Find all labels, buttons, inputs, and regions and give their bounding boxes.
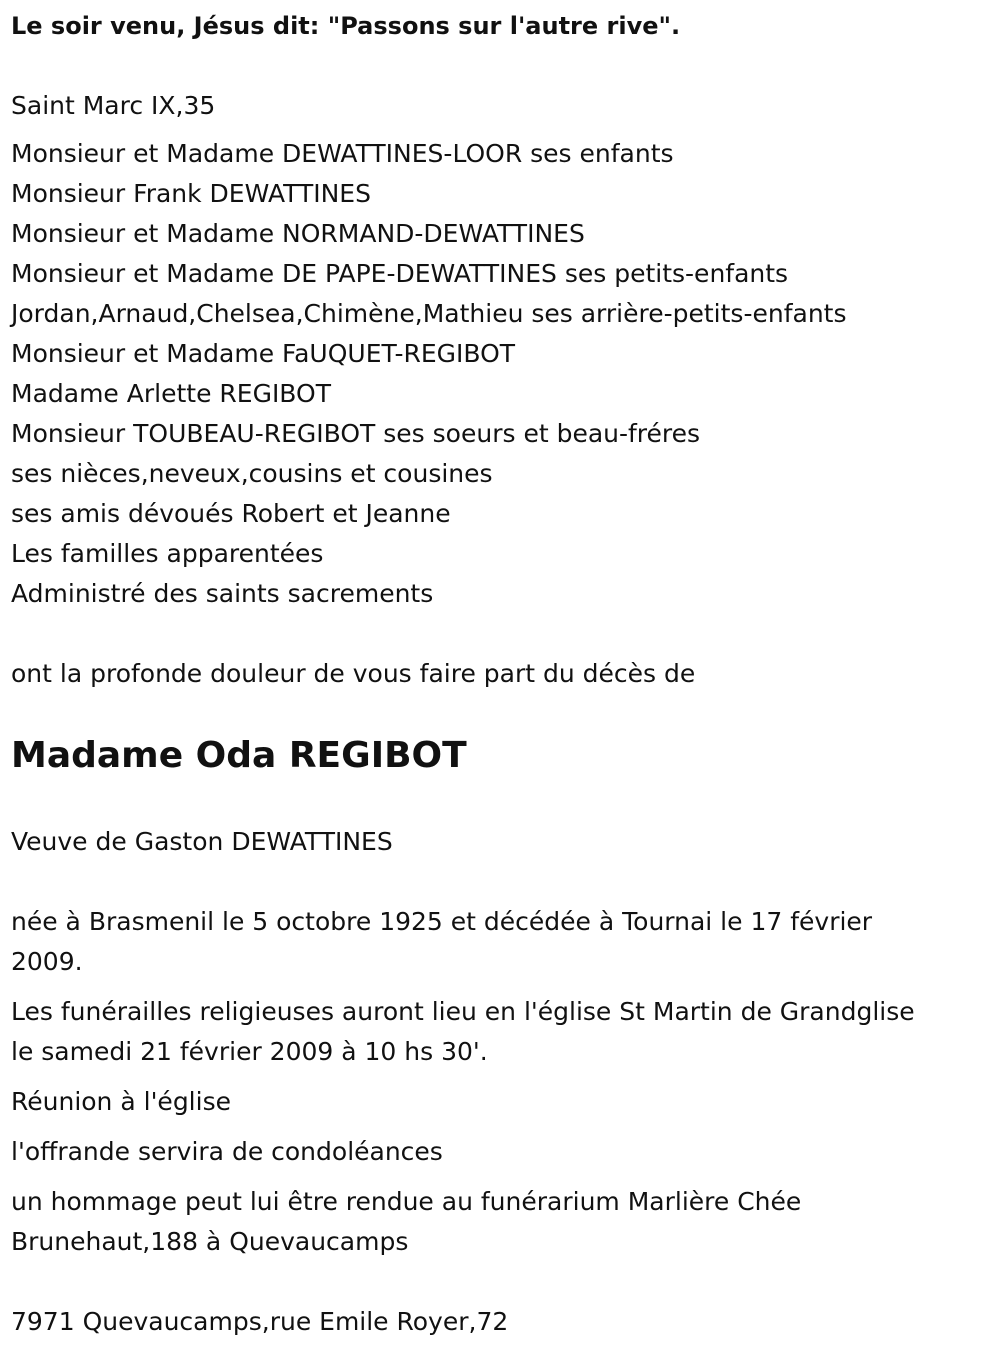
birth-death-info [11,902,872,982]
family-line: Jordan,Arnaud,Chelsea,Chimène,Mathieu ses arrière-petits-enfants [11,299,847,328]
scripture-reference: Saint Marc IX,35 [11,91,216,120]
funeral-line: le samedi 21 février 2009 à 10 hs 30'. [11,1037,488,1066]
family-line: Monsieur et Madame NORMAND-DEWATTINES [11,219,585,248]
family-line: ses nièces,neveux,cousins et cousines [11,459,493,488]
funeral-line: Les funérailles religieuses auront lieu en l'église St Martin de Grandglise [11,997,915,1026]
family-line: ses amis dévoués Robert et Jeanne [11,499,451,528]
family-list [11,134,847,614]
family-line: Monsieur et Madame FaUQUET-REGIBOT [11,339,516,368]
tribute-line: Brunehaut,188 à Quevaucamps [11,1227,409,1256]
birth-death-line: 2009. [11,947,83,976]
widow-of-text: Veuve de Gaston DEWATTINES [11,827,393,856]
family-line: Madame Arlette REGIBOT [11,379,331,408]
family-line: Monsieur et Madame DE PAPE-DEWATTINES ses petits-enfants [11,259,789,288]
epigraph-quote: Le soir venu, Jésus dit: "Passons sur l'autre rive". [11,12,681,40]
family-line: Les familles apparentées [11,539,324,568]
family-line: Monsieur TOUBEAU-REGIBOT ses soeurs et beau-fréres [11,419,701,448]
family-line: Administré des saints sacrements [11,579,434,608]
birth-death-line: née à Brasmenil le 5 octobre 1925 et décédée à Tournai le 17 février [11,907,873,936]
tribute-line: un hommage peut lui être rendue au funérarium Marlière Chée [11,1187,802,1216]
address-text: 7971 Quevaucamps,rue Emile Royer,72 [11,1307,509,1336]
funeral-info [11,992,915,1072]
tribute-info [11,1182,801,1262]
family-line: Monsieur Frank DEWATTINES [11,179,371,208]
reunion-text: Réunion à l'église [11,1087,231,1116]
family-line: Monsieur et Madame DEWATTINES-LOOR ses enfants [11,139,674,168]
offering-text: l'offrande servira de condoléances [11,1137,443,1166]
announcement-text: ont la profonde douleur de vous faire part du décès de [11,659,696,688]
deceased-name: Madame Oda REGIBOT [11,735,467,776]
